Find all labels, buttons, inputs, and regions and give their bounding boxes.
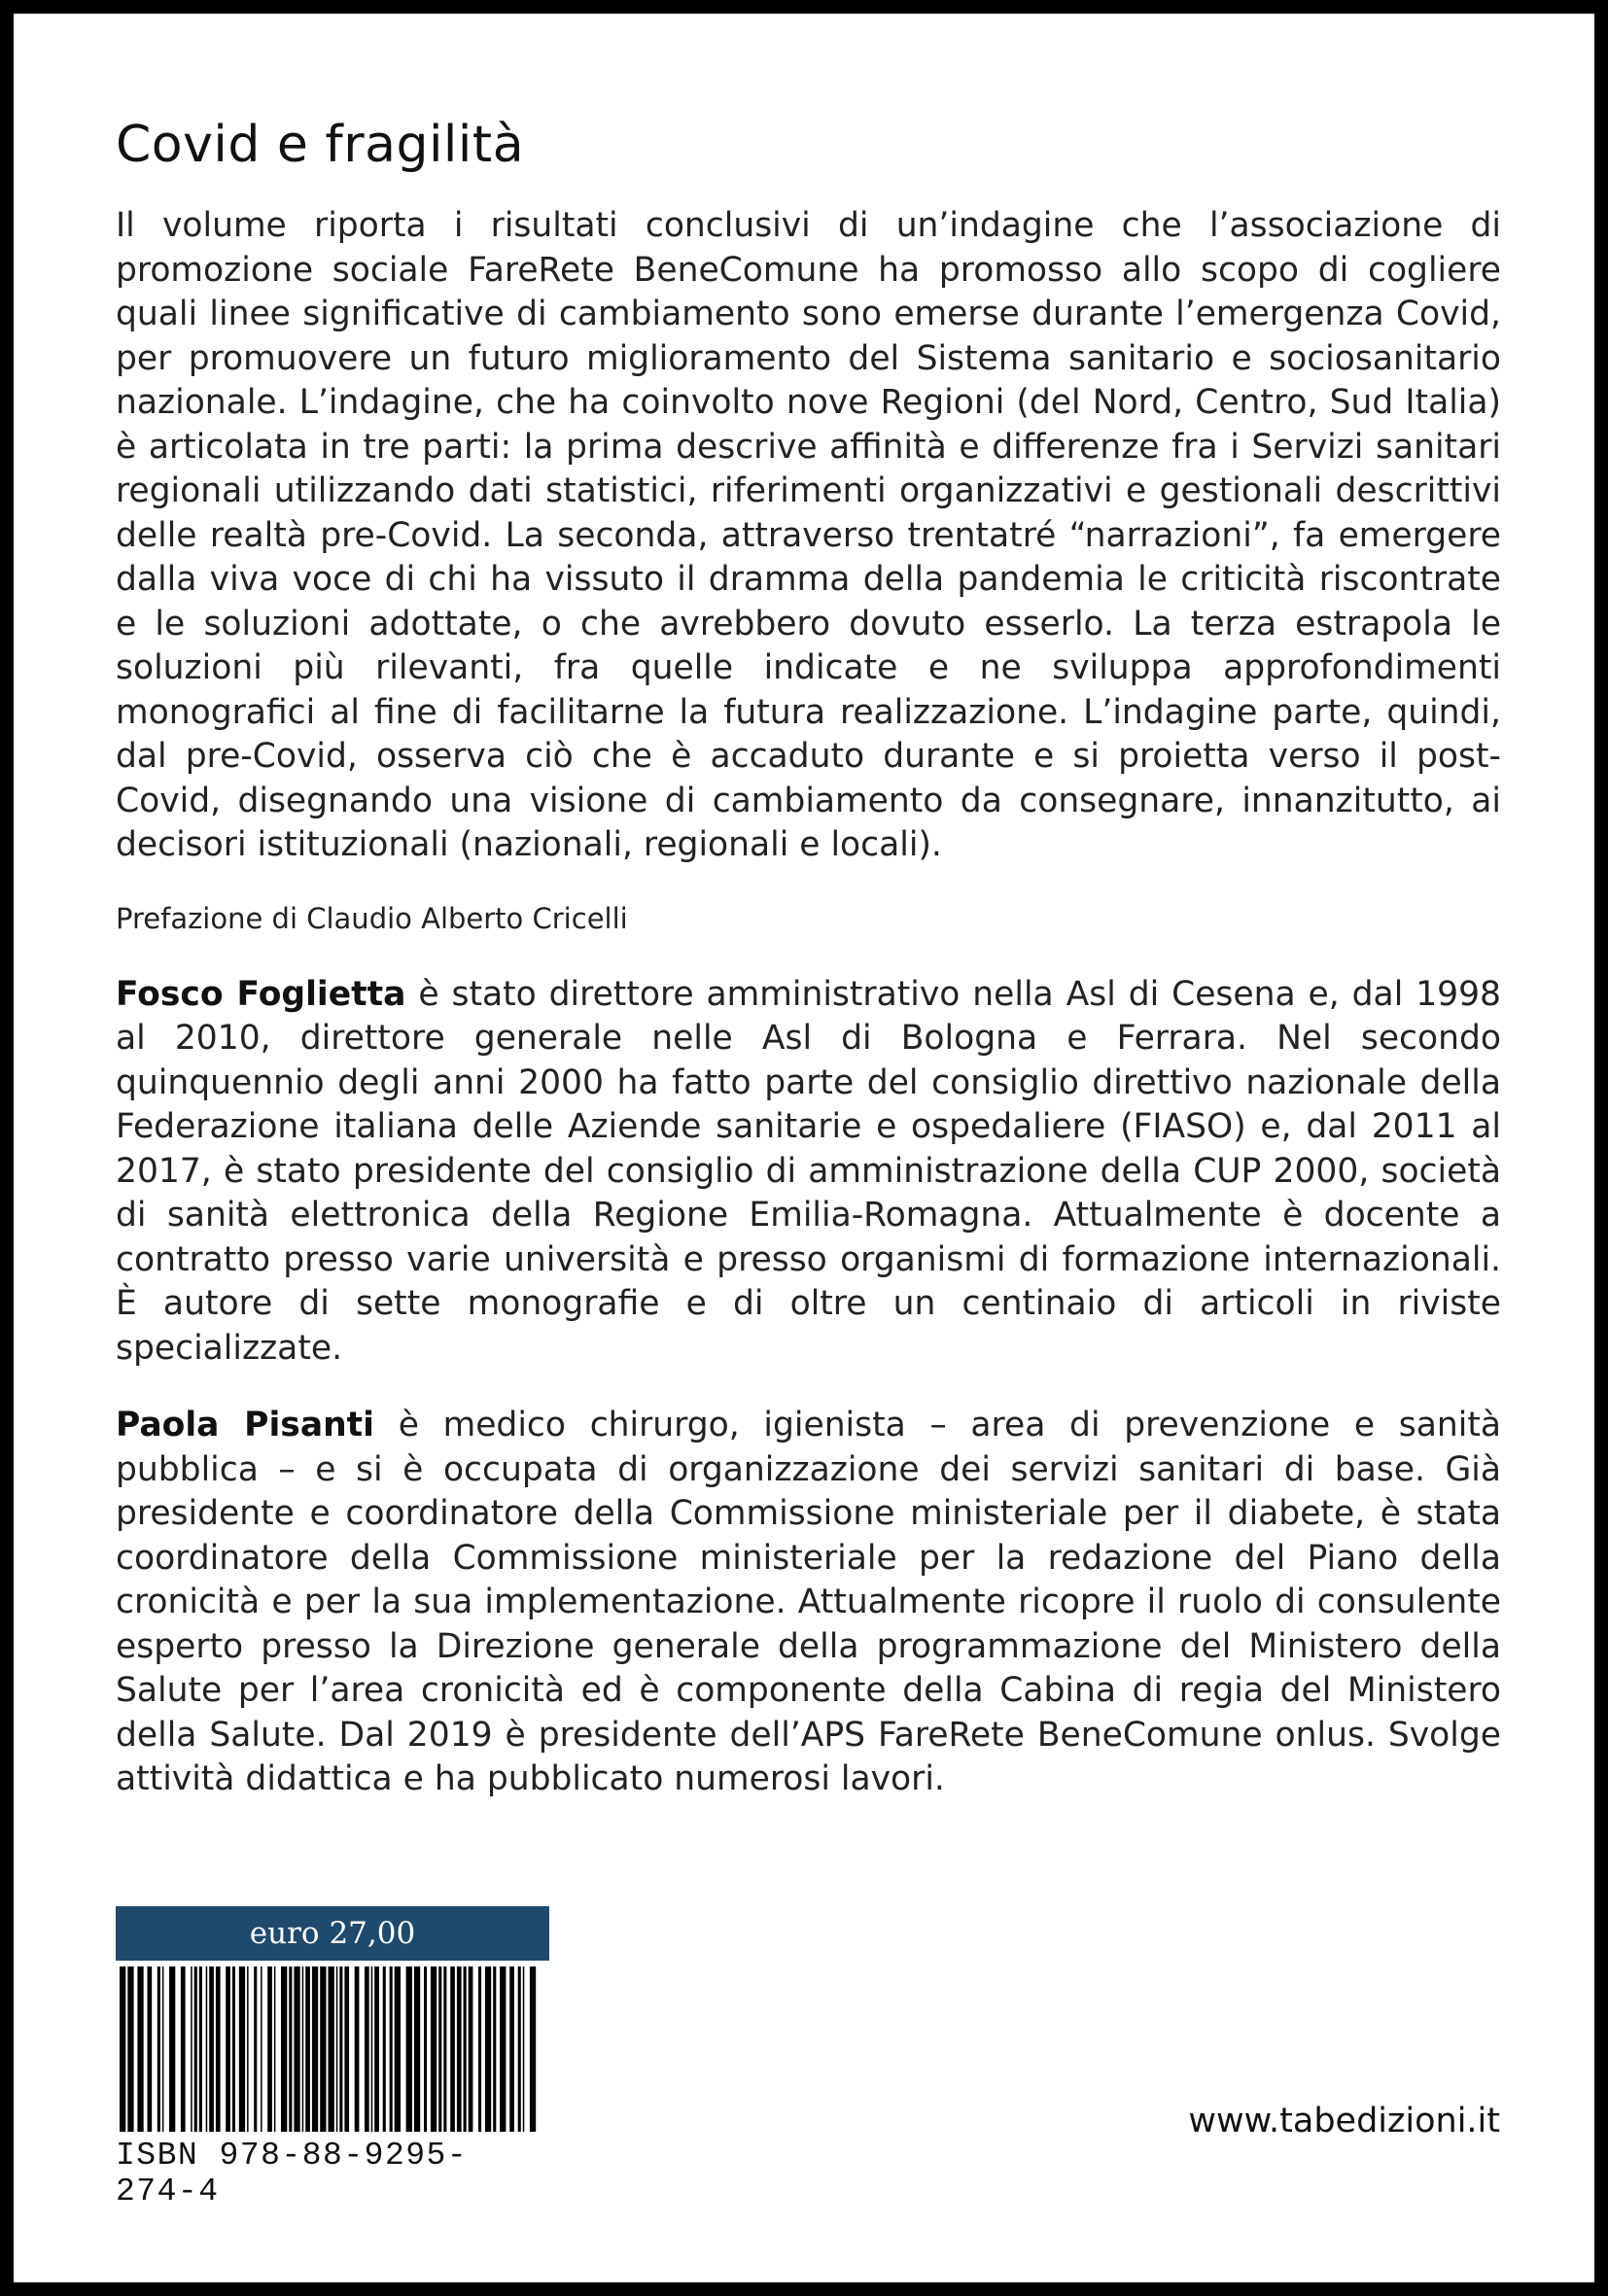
author-bio-text: è medico chirurgo, igienista – area di prevenzione e sanità pubblica – e si è occupata di organizzazione dei servizi sanitari di base. Già presidente e coordinatore della Commissione ministeriale per il diabete, è stata coordinatore della Commissione ministeriale per la redazione del Piano della cronicità e per la sua implementazione. Attualmente ricopre il ruolo di consulente esperto presso la Direzione generale della programmazione del Ministero della Salute per l’area cronicità ed è componente della Cabina di regia del Ministero della Salute. Dal 2019 è presidente dell’APS FareRete BeneComune onlus. Svolge attività didattica e ha pubblicato numerosi lavori.	[116, 1406, 1502, 1799]
barcode-bar	[239, 1966, 245, 2132]
barcode-bar	[406, 1966, 412, 2132]
barcode-bar	[302, 1966, 304, 2132]
barcode-bar	[181, 1966, 186, 2132]
barcode-bar	[148, 1966, 153, 2132]
barcode-bar	[390, 1966, 393, 2132]
barcode-bar	[127, 1966, 133, 2132]
barcode-bar	[374, 1966, 379, 2132]
barcode-bar	[267, 1966, 272, 2132]
barcode-bar	[137, 1966, 143, 2132]
barcode-bar	[523, 1966, 525, 2132]
barcode-bar	[450, 1966, 455, 2132]
publisher-website: www.tabedizioni.it	[1188, 2102, 1500, 2140]
book-title: Covid e fragilità	[116, 116, 525, 174]
author-bio	[116, 973, 1501, 1372]
barcode-bar	[395, 1966, 401, 2132]
barcode-bar	[355, 1966, 360, 2132]
barcode-bar	[371, 1966, 373, 2132]
barcode-block	[116, 1906, 549, 2209]
barcode-bar	[157, 1966, 160, 2132]
barcode-bar	[194, 1966, 197, 2132]
barcode-bar	[209, 1966, 214, 2132]
barcode-bar	[530, 1966, 536, 2132]
barcode-bar	[500, 1966, 506, 2132]
barcode-bar	[443, 1966, 446, 2132]
barcode-icon	[116, 1966, 549, 2132]
barcode-bar	[339, 1966, 342, 2132]
barcode-bar	[274, 1966, 276, 2132]
barcode-bar	[261, 1966, 262, 2132]
barcode-bar	[226, 1966, 230, 2132]
price-label: euro 27,00	[116, 1906, 549, 1961]
barcode-bar	[206, 1966, 208, 2132]
barcode-bar	[232, 1966, 235, 2132]
barcode-bar	[216, 1966, 221, 2132]
barcode-bar	[469, 1966, 473, 2132]
barcode-bar	[162, 1966, 164, 2132]
author-bio	[116, 1404, 1501, 1802]
barcode-bar	[247, 1966, 249, 2132]
barcode-bar	[191, 1966, 192, 2132]
isbn-number: ISBN 978-88-9295-274-4	[116, 2138, 469, 2209]
barcode-bar	[120, 1966, 125, 2132]
back-cover-content	[116, 115, 1501, 1835]
barcode-bar	[493, 1966, 496, 2132]
barcode-bar	[320, 1966, 326, 2132]
barcode-bar	[478, 1966, 481, 2132]
barcode-bar	[457, 1966, 462, 2132]
barcode-bar	[294, 1966, 299, 2132]
barcode-bar	[424, 1966, 427, 2132]
barcode-bar	[414, 1966, 420, 2132]
barcode-bar	[383, 1966, 386, 2132]
barcode-bar	[464, 1966, 467, 2132]
barcode-bar	[344, 1966, 349, 2132]
barcode-bar	[305, 1966, 310, 2132]
preface-credit: Prefazione di Claudio Alberto Cricelli	[116, 901, 628, 935]
barcode-bar	[485, 1966, 491, 2132]
barcode-bar	[312, 1966, 318, 2132]
barcode-bar	[365, 1966, 369, 2132]
barcode-bar	[438, 1966, 441, 2132]
barcode-bar	[254, 1966, 257, 2132]
book-description: Il volume riporta i risultati conclusivi di un’indagine che l’associazione di promozione sociale FareRete BeneComune ha promosso allo scopo di cogliere quali linee significative di cambiamento sono emerse durante l’emergenza Covid, per promuovere un futuro miglioramento del Sistema sanitario e sociosanitario nazionale. L’indagine, che ha coinvolto nove Regioni (del Nord, Centro, Sud Italia) è articolata in tre parti: la prima descrive affinità e differenze fra i Servizi sanitari regionali utilizzando dati statistici, riferimenti organizzativi e gestionali descrittivi delle realtà pre-Covid. La seconda, attraverso trentatré “narrazioni”, fa emergere dalla viva voce di chi ha vissuto il dramma della pandemia le criticità riscontrate e le soluzioni adottate, o che avrebbero dovuto esserlo. La terza estrapola le soluzioni più rilevanti, fra quelle indicate e ne sviluppa approfondimenti monografici al fine di facilitarne la futura realizzazione. L’indagine parte, quindi, dal pre-Covid, osserva ciò che è accaduto durante e si proietta verso il post-Covid, disegnando una visione di cambiamento da consegnare, innanzitutto, ai decisori istituzionali (nazionali, regionali e locali).	[116, 206, 1501, 865]
barcode-bar	[281, 1966, 287, 2132]
barcode-bar	[289, 1966, 292, 2132]
author-name: Paola Pisanti	[116, 1406, 374, 1445]
barcode-bar	[329, 1966, 334, 2132]
barcode-bar	[518, 1966, 521, 2132]
barcode-bar	[509, 1966, 514, 2132]
barcode-bar	[336, 1966, 338, 2132]
barcode-bar	[169, 1966, 175, 2132]
barcode-bar	[431, 1966, 437, 2132]
author-name: Fosco Foglietta	[116, 974, 406, 1014]
author-bio-text: è stato direttore amministrativo nella Asl di Cesena e, dal 1998 al 2010, direttore generale nelle Asl di Bologna e Ferrara. Nel secondo quinquennio degli anni 2000 ha fatto parte del consiglio direttivo nazionale della Federazione italiana delle Aziende sanitarie e ospedaliere (FIASO) e, dal 2011 al 2017, è stato presidente del consiglio di amministrazione della CUP 2000, società di sanità elettronica della Regione Emilia-Romagna. Attualmente è docente a contratto presso varie università e presso organismi di formazione internazionali. È autore di sette monografie e di oltre un centinaio di articoli in riviste specializzate.	[116, 974, 1501, 1368]
barcode-bar	[199, 1966, 202, 2132]
